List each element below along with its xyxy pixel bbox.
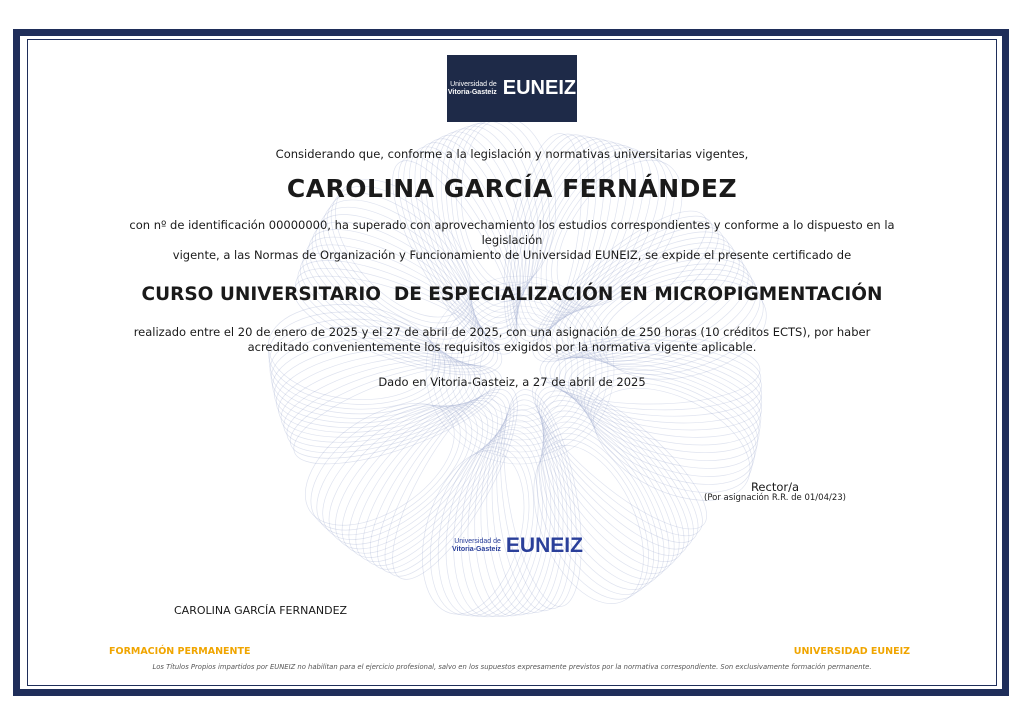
university-seal — [452, 534, 583, 558]
guilloche-curve — [519, 390, 698, 594]
signature-role: Rector/a — [750, 480, 800, 494]
guilloche-curve — [441, 115, 554, 302]
logo-university-text: Universidad de Vitoria-Gasteiz — [447, 80, 497, 96]
recipient-name: CAROLINA GARCÍA FERNÁNDEZ — [286, 174, 738, 203]
guilloche-curve — [405, 439, 542, 626]
paragraph2-line1: realizado entre el 20 de enero de 2025 y el 27 de abril de 2025, con una asignación de 250 horas (10 créditos ECTS), por haber — [133, 325, 871, 339]
course-title: CURSO UNIVERSITARIO DE ESPECIALIZACIÓN EN MICROPIGMENTACIÓN — [141, 284, 883, 305]
signer-name: CAROLINA GARCÍA FERNANDEZ — [174, 604, 348, 617]
paragraph1-line2: vigente, a las Normas de Organización y Funcionamiento de Universidad EUNEIZ, se expide el presente certificado de — [172, 248, 852, 262]
paragraph2-line2: acreditado convenientemente los requisitos exigidos por la normativa vigente aplicable. — [247, 340, 757, 354]
university-logo — [447, 55, 577, 122]
guilloche-curve — [414, 436, 545, 625]
logo-brand: EUNEIZ — [502, 77, 577, 99]
footer-disclaimer: Los Títulos Propios impartidos por EUNEIZ no habilitan para el ejercicio profesional, salvo en los supuestos expresamente previstos por la normativa correspondiente. Son exclusivamente formación permanente. — [152, 663, 872, 671]
intro-text: Considerando que, conforme a la legislación y normativas universitarias vigentes, — [275, 147, 749, 161]
identification-paragraph — [100, 218, 924, 263]
guilloche-curve — [284, 378, 476, 550]
footer-right-label: UNIVERSIDAD EUNEIZ — [793, 646, 910, 657]
signature-note: (Por asignación R.R. de 01/04/23) — [704, 493, 846, 503]
guilloche-curve — [265, 306, 443, 410]
place-and-date: Dado en Vitoria-Gasteiz, a 27 de abril de 2025 — [378, 375, 646, 389]
guilloche-curve — [515, 415, 677, 613]
paragraph1-line1: con nº de identificación 00000000, ha superado con aprovechamiento los estudios correspondientes y conforme a lo dispuesto en la legislación — [129, 218, 895, 247]
footer-left-label: FORMACIÓN PERMANENTE — [109, 646, 251, 657]
course-details-paragraph — [110, 325, 894, 355]
seal-university-text: Universidad de Vitoria-Gasteiz — [452, 538, 501, 553]
seal-brand: EUNEIZ — [505, 534, 583, 557]
guilloche-curve — [294, 381, 488, 560]
